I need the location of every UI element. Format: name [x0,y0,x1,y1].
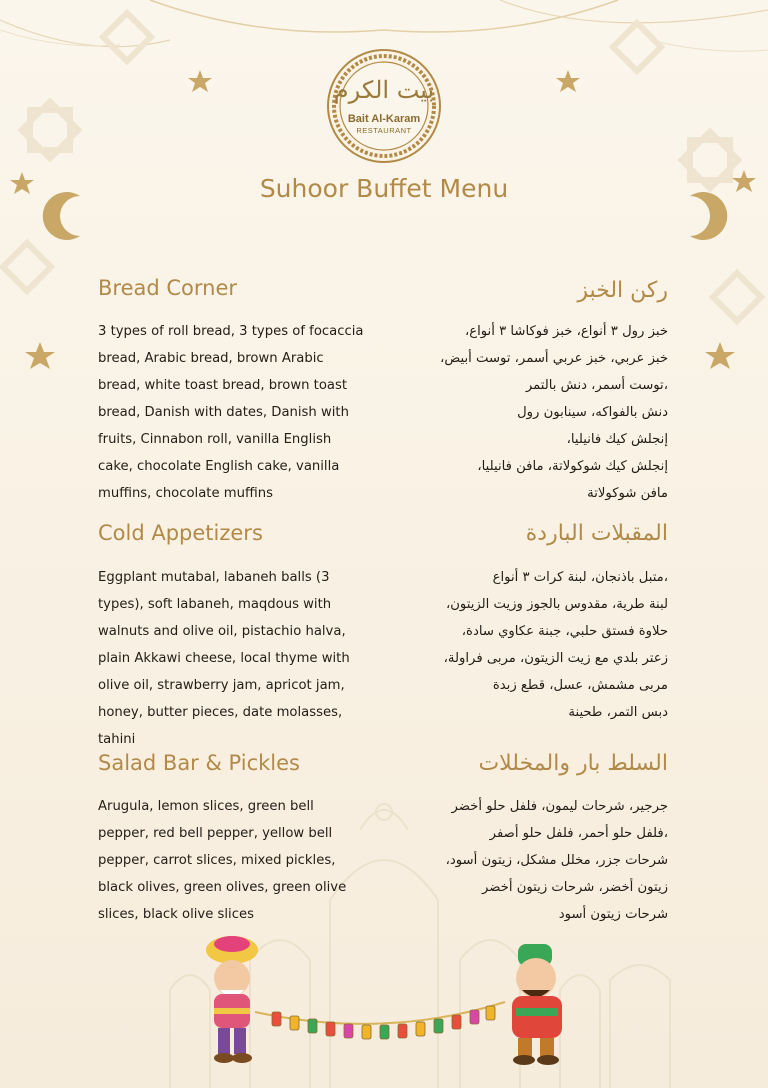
ar-line: ،فلفل حلو أحمر، فلفل حلو أصفر [489,826,668,841]
cold-appetizers-heading-ar: المقبلات الباردة [525,521,668,546]
ar-line: ،متبل باذنجان، لبنة كرات ٣ أنواع [492,570,668,585]
restaurant-logo [326,48,442,164]
ar-line: زيتون أخضر، شرحات زيتون أخضر [481,880,668,895]
page-title: Suhoor Buffet Menu [259,174,509,203]
logo-subtitle: RESTAURANT [356,126,412,135]
salad-bar-text-ar [368,793,668,928]
ar-line: زعتر بلدي مع زيت الزيتون، مربى فراولة، [443,651,668,666]
cold-appetizers-text-ar [368,564,668,726]
ar-line: شرحات زيتون أسود [558,907,668,922]
ar-line: حلاوة فستق حلبي، جبنة عكاوي سادة، [461,624,668,639]
ar-line: مافن شوكولاتة [587,486,668,501]
bread-corner-heading-ar: ركن الخبز [577,278,668,303]
ar-line: إنجلش كيك فانيليا، [566,432,668,447]
ar-line: لبنة طرية، مقدوس بالجوز وزيت الزيتون، [445,597,668,612]
bread-corner-heading-en: Bread Corner [98,276,238,300]
ar-line: خبز رول ٣ أنواع، خبز فوكاشا ٣ أنواع، [464,324,668,339]
ar-line: مربى مشمش، عسل، قطع زبدة [492,678,668,693]
salad-bar-heading-ar: السلط بار والمخللات [478,751,668,776]
logo-arabic-text: بيت الكرم [333,76,435,104]
ar-line: دنش بالفواكه، سينابون رول [517,405,668,420]
ar-line: شرحات جزر، مخلل مشكل، زيتون أسود، [445,853,668,868]
ar-line: جرجير، شرحات ليمون، فلفل حلو أخضر [451,799,668,814]
cold-appetizers-text-en: Eggplant mutabal, labaneh balls (3 types), soft labaneh, maqdous with walnuts and olive oil, pistachio halva, plain Akkawi cheese, local thyme with olive oil, strawberry jam, apricot jam, honey, butter pieces, date molasses, tahini [98,570,350,747]
ar-line: إنجلش كيك شوكولاتة، مافن فانيليا، [477,459,668,474]
ar-line: ،توست أسمر، دنش بالتمر [525,378,668,393]
bread-corner-text-en: 3 types of roll bread, 3 types of focaccia bread, Arabic bread, brown Arabic bread, white toast bread, brown toast bread, Danish with dates, Danish with fruits, Cinnabon roll, vanilla English cake, chocolate English cake, vanilla muffins, chocolate muffins [98,324,364,501]
cold-appetizers-heading-en: Cold Appetizers [98,521,263,545]
ar-line: خبز عربي، خبز عربي أسمر، توست أبيض، [440,351,668,366]
ar-line: دبس التمر، طحينة [568,705,668,720]
salad-bar-heading-en: Salad Bar & Pickles [98,751,300,775]
logo-seal-icon [326,48,442,164]
bread-corner-text-ar [368,318,668,507]
salad-bar-text-en: Arugula, lemon slices, green bell pepper, red bell pepper, yellow bell pepper, carrot slices, mixed pickles, black olives, green olives, green olive slices, black olive slices [98,799,347,922]
logo-english-text: Bait Al-Karam [347,113,421,125]
